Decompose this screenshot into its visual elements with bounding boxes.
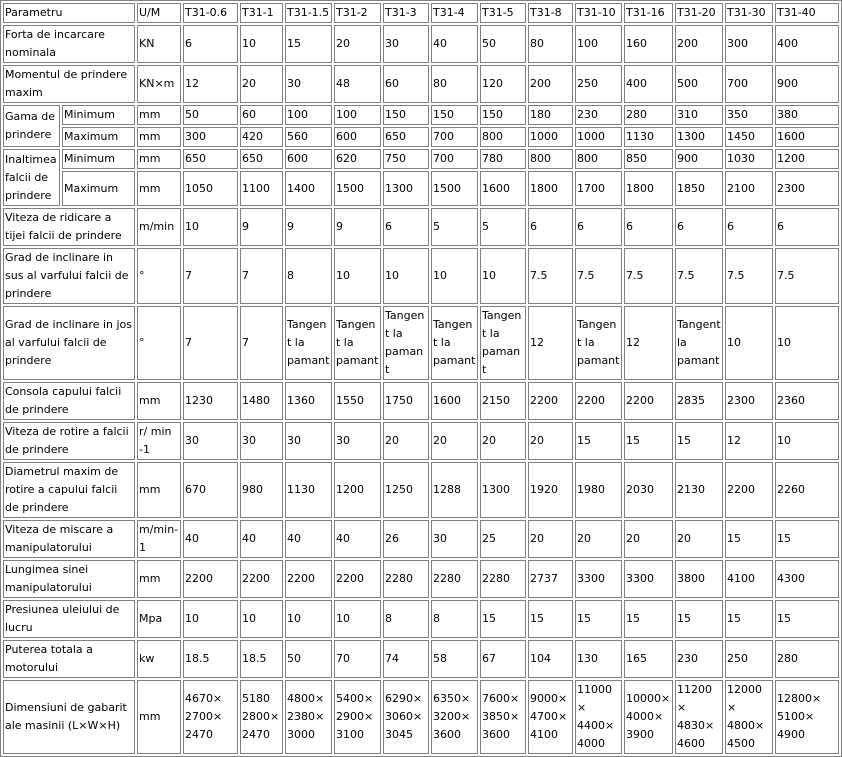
header-model: T31-30 xyxy=(725,3,773,23)
table-row xyxy=(3,208,839,246)
value-cell: 3300 xyxy=(624,560,673,598)
value-cell: 15 xyxy=(480,600,526,638)
value-cell: 7.5 xyxy=(528,248,573,304)
value-cell: 10000× 4000× 3900 xyxy=(624,680,673,754)
value-cell: 6 xyxy=(725,208,773,246)
param-label: Forta de incarcare nominala xyxy=(3,25,135,63)
value-cell: 4100 xyxy=(725,560,773,598)
value-cell: 2280 xyxy=(480,560,526,598)
value-cell: 10 xyxy=(334,600,381,638)
value-cell: 60 xyxy=(383,65,429,103)
param-label: Viteza de rotire a falcii de prindere xyxy=(3,422,135,460)
param-label: Momentul de prindere maxim xyxy=(3,65,135,103)
value-cell: 1700 xyxy=(575,171,622,206)
value-cell: 780 xyxy=(480,149,526,169)
value-cell: 70 xyxy=(334,640,381,678)
value-cell: 7.5 xyxy=(575,248,622,304)
table-row xyxy=(3,680,839,754)
value-cell: 120 xyxy=(480,65,526,103)
value-cell: 2737 xyxy=(528,560,573,598)
value-cell: 165 xyxy=(624,640,673,678)
value-cell: 6 xyxy=(775,208,839,246)
value-cell: 600 xyxy=(285,149,332,169)
value-cell: 6 xyxy=(675,208,723,246)
value-cell: 30 xyxy=(183,422,238,460)
value-cell: 650 xyxy=(383,127,429,147)
value-cell: 700 xyxy=(725,65,773,103)
value-cell: 18.5 xyxy=(240,640,283,678)
value-cell: 400 xyxy=(624,65,673,103)
value-cell: 420 xyxy=(240,127,283,147)
value-cell: 160 xyxy=(624,25,673,63)
value-cell: 670 xyxy=(183,462,238,518)
unit-cell: mm xyxy=(137,680,181,754)
value-cell: 900 xyxy=(775,65,839,103)
value-cell: 20 xyxy=(240,65,283,103)
value-cell: 4670× 2700× 2470 xyxy=(183,680,238,754)
value-cell: 5 xyxy=(431,208,478,246)
table-row xyxy=(3,462,839,518)
value-cell: 26 xyxy=(383,520,429,558)
value-cell: 6 xyxy=(528,208,573,246)
table-row xyxy=(3,171,839,206)
value-cell: 40 xyxy=(183,520,238,558)
value-cell: 6 xyxy=(383,208,429,246)
unit-cell: kw xyxy=(137,640,181,678)
value-cell: 20 xyxy=(624,520,673,558)
value-cell: 20 xyxy=(480,422,526,460)
table-row xyxy=(3,382,839,420)
value-cell: 80 xyxy=(431,65,478,103)
value-cell: 7 xyxy=(183,248,238,304)
value-cell: 10 xyxy=(285,600,332,638)
value-cell: 1130 xyxy=(624,127,673,147)
value-cell: 20 xyxy=(334,25,381,63)
value-cell: 40 xyxy=(431,25,478,63)
value-cell: 9 xyxy=(334,208,381,246)
value-cell: 300 xyxy=(725,25,773,63)
value-cell: 1000 xyxy=(575,127,622,147)
header-model: T31-10 xyxy=(575,3,622,23)
value-cell: 1800 xyxy=(528,171,573,206)
header-model: T31-4 xyxy=(431,3,478,23)
value-cell: 2200 xyxy=(624,382,673,420)
value-cell: 20 xyxy=(431,422,478,460)
value-cell: 1750 xyxy=(383,382,429,420)
unit-cell: m/min xyxy=(137,208,181,246)
value-cell: 10 xyxy=(725,306,773,380)
value-cell: 1288 xyxy=(431,462,478,518)
table-row xyxy=(3,149,839,169)
value-cell: 560 xyxy=(285,127,332,147)
value-cell: 48 xyxy=(334,65,381,103)
value-cell: Tangent la pamant xyxy=(383,306,429,380)
group-label: Inaltimea falcii de prindere xyxy=(3,149,60,206)
value-cell: 15 xyxy=(624,422,673,460)
value-cell: 10 xyxy=(183,600,238,638)
value-cell: 30 xyxy=(431,520,478,558)
value-cell: 30 xyxy=(240,422,283,460)
value-cell: 15 xyxy=(528,600,573,638)
header-model: T31-2 xyxy=(334,3,381,23)
value-cell: 700 xyxy=(431,127,478,147)
value-cell: 1800 xyxy=(624,171,673,206)
table-row xyxy=(3,560,839,598)
value-cell: 1200 xyxy=(334,462,381,518)
value-cell: 750 xyxy=(383,149,429,169)
header-unit: U/M xyxy=(137,3,181,23)
param-sublabel: Maximum xyxy=(62,171,135,206)
value-cell: Tangent la pamant xyxy=(575,306,622,380)
value-cell: 10 xyxy=(334,248,381,304)
value-cell: 6290× 3060× 3045 xyxy=(383,680,429,754)
value-cell: Tangent la pamant xyxy=(480,306,526,380)
value-cell: 400 xyxy=(775,25,839,63)
param-sublabel: Minimum xyxy=(62,149,135,169)
param-label: Lungimea sinei manipulatorului xyxy=(3,560,135,598)
param-label: Grad de inclinare in sus al varfului falcii de prindere xyxy=(3,248,135,304)
value-cell: 80 xyxy=(528,25,573,63)
unit-cell: KN×m xyxy=(137,65,181,103)
param-label: Consola capului falcii de prindere xyxy=(3,382,135,420)
table-body xyxy=(3,3,839,754)
unit-cell: mm xyxy=(137,462,181,518)
header-parametru: Parametru xyxy=(3,3,135,23)
value-cell: 2300 xyxy=(725,382,773,420)
value-cell: Tangent la pamant xyxy=(431,306,478,380)
value-cell: 620 xyxy=(334,149,381,169)
value-cell: 7.5 xyxy=(775,248,839,304)
value-cell: 7 xyxy=(240,248,283,304)
value-cell: 280 xyxy=(775,640,839,678)
header-model: T31-5 xyxy=(480,3,526,23)
value-cell: 2100 xyxy=(725,171,773,206)
value-cell: 4300 xyxy=(775,560,839,598)
table-row xyxy=(3,640,839,678)
value-cell: 2130 xyxy=(675,462,723,518)
header-model: T31-16 xyxy=(624,3,673,23)
value-cell: 1500 xyxy=(431,171,478,206)
value-cell: 200 xyxy=(675,25,723,63)
value-cell: 50 xyxy=(183,105,238,125)
value-cell: 150 xyxy=(480,105,526,125)
value-cell: 20 xyxy=(528,520,573,558)
value-cell: 850 xyxy=(624,149,673,169)
value-cell: 1300 xyxy=(480,462,526,518)
value-cell: 7 xyxy=(240,306,283,380)
header-model: T31-8 xyxy=(528,3,573,23)
value-cell: 250 xyxy=(725,640,773,678)
value-cell: 100 xyxy=(334,105,381,125)
unit-cell: mm xyxy=(137,149,181,169)
header-model: T31-0.6 xyxy=(183,3,238,23)
value-cell: 30 xyxy=(383,25,429,63)
value-cell: 3300 xyxy=(575,560,622,598)
param-label: Grad de inclinare in jos al varfului falcii de prindere xyxy=(3,306,135,380)
value-cell: 20 xyxy=(528,422,573,460)
value-cell: 10 xyxy=(775,306,839,380)
table-row xyxy=(3,25,839,63)
value-cell: 310 xyxy=(675,105,723,125)
value-cell: 1250 xyxy=(383,462,429,518)
value-cell: 8 xyxy=(383,600,429,638)
value-cell: 2360 xyxy=(775,382,839,420)
value-cell: 11000× 4400× 4000 xyxy=(575,680,622,754)
value-cell: 1130 xyxy=(285,462,332,518)
value-cell: 1600 xyxy=(431,382,478,420)
unit-cell: mm xyxy=(137,105,181,125)
value-cell: 7 xyxy=(183,306,238,380)
value-cell: 67 xyxy=(480,640,526,678)
value-cell: 20 xyxy=(675,520,723,558)
value-cell: 15 xyxy=(725,600,773,638)
value-cell: 150 xyxy=(383,105,429,125)
param-sublabel: Maximum xyxy=(62,127,135,147)
value-cell: 650 xyxy=(183,149,238,169)
param-label: Presiunea uleiului de lucru xyxy=(3,600,135,638)
value-cell: 1480 xyxy=(240,382,283,420)
value-cell: 800 xyxy=(528,149,573,169)
value-cell: 300 xyxy=(183,127,238,147)
value-cell: 230 xyxy=(675,640,723,678)
param-label: Diametrul maxim de rotire a capului falcii de prindere xyxy=(3,462,135,518)
value-cell: 4800× 2380× 3000 xyxy=(285,680,332,754)
header-model: T31-40 xyxy=(775,3,839,23)
value-cell: 7.5 xyxy=(725,248,773,304)
unit-cell: m/min-1 xyxy=(137,520,181,558)
value-cell: 12800× 5100× 4900 xyxy=(775,680,839,754)
value-cell: 2260 xyxy=(775,462,839,518)
value-cell: 15 xyxy=(575,600,622,638)
value-cell: 2200 xyxy=(240,560,283,598)
value-cell: 15 xyxy=(285,25,332,63)
value-cell: 1600 xyxy=(775,127,839,147)
header-model: T31-3 xyxy=(383,3,429,23)
value-cell: 1400 xyxy=(285,171,332,206)
value-cell: 15 xyxy=(624,600,673,638)
value-cell: 9 xyxy=(285,208,332,246)
value-cell: 1100 xyxy=(240,171,283,206)
value-cell: Tangent la pamant xyxy=(285,306,332,380)
value-cell: 800 xyxy=(480,127,526,147)
value-cell: 250 xyxy=(575,65,622,103)
value-cell: 1030 xyxy=(725,149,773,169)
value-cell: 10 xyxy=(431,248,478,304)
value-cell: 800 xyxy=(575,149,622,169)
value-cell: 10 xyxy=(183,208,238,246)
value-cell: 100 xyxy=(575,25,622,63)
value-cell: 350 xyxy=(725,105,773,125)
value-cell: 1300 xyxy=(675,127,723,147)
value-cell: 10 xyxy=(480,248,526,304)
value-cell: 104 xyxy=(528,640,573,678)
param-label: Puterea totala a motorului xyxy=(3,640,135,678)
value-cell: 1230 xyxy=(183,382,238,420)
header-model: T31-1 xyxy=(240,3,283,23)
value-cell: 18.5 xyxy=(183,640,238,678)
value-cell: 500 xyxy=(675,65,723,103)
value-cell: 1600 xyxy=(480,171,526,206)
value-cell: 2030 xyxy=(624,462,673,518)
value-cell: 5400× 2900× 3100 xyxy=(334,680,381,754)
value-cell: 1980 xyxy=(575,462,622,518)
value-cell: 100 xyxy=(285,105,332,125)
table-row xyxy=(3,520,839,558)
value-cell: 20 xyxy=(383,422,429,460)
value-cell: 9000× 4700× 4100 xyxy=(528,680,573,754)
value-cell: 12 xyxy=(183,65,238,103)
value-cell: 1200 xyxy=(775,149,839,169)
value-cell: 58 xyxy=(431,640,478,678)
value-cell: 12 xyxy=(528,306,573,380)
value-cell: 9 xyxy=(240,208,283,246)
value-cell: 6350× 3200× 3600 xyxy=(431,680,478,754)
value-cell: 5 xyxy=(480,208,526,246)
value-cell: 2200 xyxy=(334,560,381,598)
value-cell: 1000 xyxy=(528,127,573,147)
value-cell: 1450 xyxy=(725,127,773,147)
value-cell: 60 xyxy=(240,105,283,125)
unit-cell: ° xyxy=(137,306,181,380)
value-cell: 380 xyxy=(775,105,839,125)
unit-cell: r/ min -1 xyxy=(137,422,181,460)
value-cell: 6 xyxy=(624,208,673,246)
value-cell: 2200 xyxy=(285,560,332,598)
value-cell: 10 xyxy=(240,25,283,63)
value-cell: 2150 xyxy=(480,382,526,420)
value-cell: 2280 xyxy=(383,560,429,598)
value-cell: 30 xyxy=(334,422,381,460)
value-cell: 2300 xyxy=(775,171,839,206)
unit-cell: mm xyxy=(137,382,181,420)
value-cell: 700 xyxy=(431,149,478,169)
param-label: Dimensiuni de gabarit ale masinii (L×W×H) xyxy=(3,680,135,754)
unit-cell: KN xyxy=(137,25,181,63)
table-row xyxy=(3,600,839,638)
value-cell: 20 xyxy=(575,520,622,558)
unit-cell: Mpa xyxy=(137,600,181,638)
param-label: Viteza de ridicare a tijei falcii de prindere xyxy=(3,208,135,246)
value-cell: 230 xyxy=(575,105,622,125)
value-cell: 50 xyxy=(480,25,526,63)
value-cell: 2200 xyxy=(528,382,573,420)
value-cell: 1850 xyxy=(675,171,723,206)
value-cell: Tangent la pamant xyxy=(675,306,723,380)
value-cell: 1500 xyxy=(334,171,381,206)
table-row xyxy=(3,105,839,125)
header-model: T31-20 xyxy=(675,3,723,23)
value-cell: 15 xyxy=(575,422,622,460)
value-cell: 1920 xyxy=(528,462,573,518)
value-cell: 7600× 3850× 3600 xyxy=(480,680,526,754)
value-cell: 650 xyxy=(240,149,283,169)
value-cell: 10 xyxy=(383,248,429,304)
value-cell: 280 xyxy=(624,105,673,125)
value-cell: 130 xyxy=(575,640,622,678)
value-cell: 11200× 4830× 4600 xyxy=(675,680,723,754)
value-cell: 40 xyxy=(285,520,332,558)
value-cell: 1300 xyxy=(383,171,429,206)
value-cell: 12 xyxy=(624,306,673,380)
value-cell: 40 xyxy=(334,520,381,558)
value-cell: 8 xyxy=(431,600,478,638)
unit-cell: mm xyxy=(137,560,181,598)
value-cell: 10 xyxy=(775,422,839,460)
value-cell: 6 xyxy=(183,25,238,63)
value-cell: 5180 2800× 2470 xyxy=(240,680,283,754)
value-cell: 30 xyxy=(285,422,332,460)
value-cell: 180 xyxy=(528,105,573,125)
value-cell: 8 xyxy=(285,248,332,304)
value-cell: 150 xyxy=(431,105,478,125)
header-row xyxy=(3,3,839,23)
value-cell: 600 xyxy=(334,127,381,147)
value-cell: 1050 xyxy=(183,171,238,206)
param-label: Viteza de miscare a manipulatorului xyxy=(3,520,135,558)
unit-cell: mm xyxy=(137,127,181,147)
table-row xyxy=(3,248,839,304)
group-label: Gama de prindere xyxy=(3,105,60,147)
value-cell: 2200 xyxy=(183,560,238,598)
value-cell: 3800 xyxy=(675,560,723,598)
value-cell: 6 xyxy=(575,208,622,246)
value-cell: 900 xyxy=(675,149,723,169)
table-row xyxy=(3,65,839,103)
value-cell: 7.5 xyxy=(675,248,723,304)
table-row xyxy=(3,422,839,460)
value-cell: 12000× 4800× 4500 xyxy=(725,680,773,754)
value-cell: 15 xyxy=(775,600,839,638)
value-cell: 7.5 xyxy=(624,248,673,304)
value-cell: 74 xyxy=(383,640,429,678)
value-cell: 15 xyxy=(675,422,723,460)
value-cell: 1360 xyxy=(285,382,332,420)
param-sublabel: Minimum xyxy=(62,105,135,125)
table-row xyxy=(3,127,839,147)
value-cell: 10 xyxy=(240,600,283,638)
value-cell: 15 xyxy=(675,600,723,638)
value-cell: 15 xyxy=(725,520,773,558)
value-cell: 2200 xyxy=(725,462,773,518)
header-model: T31-1.5 xyxy=(285,3,332,23)
value-cell: 200 xyxy=(528,65,573,103)
value-cell: 2280 xyxy=(431,560,478,598)
value-cell: 15 xyxy=(775,520,839,558)
value-cell: 30 xyxy=(285,65,332,103)
unit-cell: mm xyxy=(137,171,181,206)
value-cell: 2200 xyxy=(575,382,622,420)
value-cell: 40 xyxy=(240,520,283,558)
unit-cell: ° xyxy=(137,248,181,304)
value-cell: 25 xyxy=(480,520,526,558)
value-cell: 50 xyxy=(285,640,332,678)
value-cell: 12 xyxy=(725,422,773,460)
value-cell: Tangent la pamant xyxy=(334,306,381,380)
table-row xyxy=(3,306,839,380)
value-cell: 980 xyxy=(240,462,283,518)
value-cell: 2835 xyxy=(675,382,723,420)
value-cell: 1550 xyxy=(334,382,381,420)
